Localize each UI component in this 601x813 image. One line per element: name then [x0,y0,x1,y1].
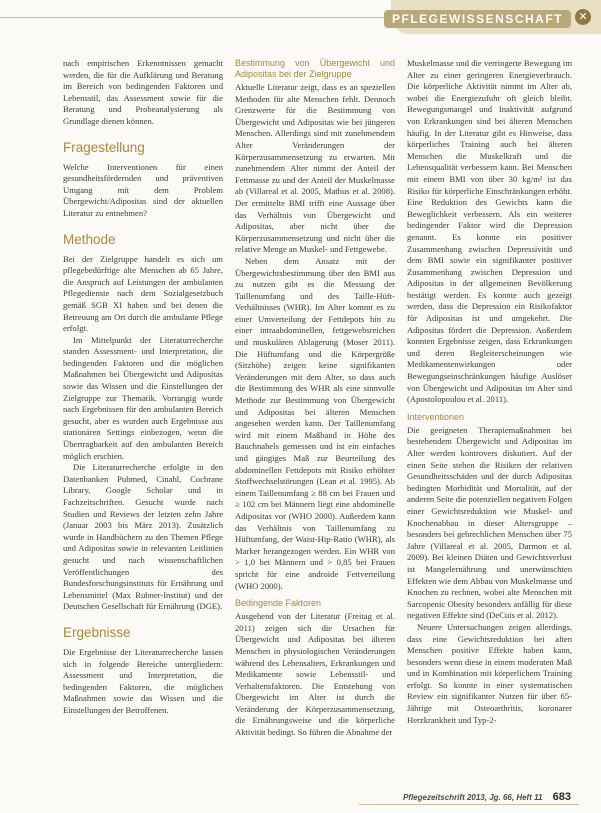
column-1 [63,58,223,717]
paragraph: Die Literaturrecherche erfolgte in den Datenbanken Pubmed, Cinahl, Cochrane Library, Google Scholar und in Fachzeitschriften. Gesucht wurde nach Studien und Reviews der letzten zehn Jahre (Januar 2003 bis März 2013). Zusätzlich wurde in Handbüchern zu den Themen Pflege und Adipositas sowie in relevanten Leitlinien gesucht und nach wissenschaftlichen Veröffentlichungen des Bundesforschungsinstituts für Ernährung und Lebensmittel (Max Rubner-Institut) und der Deutschen Gesellschaft für Ernährung (DGE). [63,462,223,612]
paragraph: Neben dem Ansatz mit der Übergewichtsbestimmung über den BMI aus zu nutzen gibt es die Messung der Taillenumfang und des Taille-Hüft-Verhältnisses (WHR). Im Alter kommt es zu einer Umverteilung der Fettdepots hin zu einer intraabdominellen, fettgewebsreichen und muskulären Ablagerung (Moser 2011). Die Hüftumfang und die Körpergröße (Sitzhöhe) zeigen keine signifikanten Veränderungen mit dem Alter, so dass auch die Bestimmung des WHR als eine sinnvolle Methode zur Bestimmung von Übergewicht und Adipositas bei älteren Menschen angesehen werden kann. Der Taillenumfang wird mit einem Maßband in Höhe des Bauchnabels gemessen und ist ein einfaches und gängiges Maß zur Beurteilung des abdominellen Fettdepots mit Risiko erhöhter Stoffwechselstörungen (Lean et al. 1995). Ab einem Taillenumfang ≥ 88 cm bei Frauen und ≥ 102 cm bei Männern liegt eine abdominelle Adipositas vor (WHO 2000). Außerdem kann das Verhältnis von Taillenumfang zu Hüftumfang, der Waist-Hip-Ratio (WHR), als Marker herangezogen werden. Ein WHR von > 1,0 bei Männern und > 0,85 bei Frauen spricht für eine androide Fettverteilung (WHO 2000). [235,255,395,591]
paragraph: Bei der Zielgruppe handelt es sich um pflegebedürftige alte Menschen ab 65 Jahre, die Anspruch auf Leistungen der ambulanten Pflegedienste nach dem Sozialgesetzbuch gemäß SGB XI haben und bei denen die Betreuung am Ort durch die ambulante Pflege erfolgt. [63,253,223,334]
paragraph: Die Ergebnisse der Literaturrecherche lassen sich in folgende Bereiche untergliedern: Assessment und Interpretation, die bedingenden Faktoren, die möglichen Maßnahmen sowie das Wissen und die Einstellungen der Betroffenen. [63,646,223,715]
paragraph: Ausgehend von der Literatur (Freitag et al. 2011) zeigen sich die Ursachen für Übergewicht und Adipositas bei älteren Menschen in physiologischen Veränderungen während des Lebensalters, Erkrankungen und Medikamente sowie Lebensstil- und Verhaltensfaktoren. Die Entstehung von Übergewicht im Alter ist durch die Veränderung der Körperzusammensetzung, die Ernährungsweise und die körperliche Aktivität bedingt. So führen die Abnahme der [235,611,395,738]
paragraph: nach empirischen Erkenntnissen gemacht werden, die für die Aufklärung und Beratung im Bereich von bedingenden Faktoren und Lebensstil, das Assessment sowie für die Beratung und Probeanalysierung als Grundlage dienen können. [63,58,223,126]
paragraph: Welche Interventionen für einen gesundheitsfördernden und präventiven Umgang mit dem Problem Übergewicht/Adipositas sind der aktuellen Literatur zu entnehmen? [63,161,223,218]
header-rule [0,17,400,18]
section-label: PFLEGEWISSENSCHAFT [384,10,571,28]
column-2 [235,58,395,739]
journal-citation: Pflegezeitschrift 2013, Jg. 66, Heft 11 [402,793,543,802]
paragraph: Aktuelle Literatur zeigt, dass es an speziellen Methoden für alte Menschen fehlt. Dennoch Grenzwerte für die Bestimmung von Übergewicht und Adipositas wie bei jüngeren Menschen. Allerdings sind mit zunehmendem Alter Veränderungen der Körperzusammensetzung zu erwarten. Mit zunehmendem Alter nimmt der Anteil der Fettmasse zu und der Anteil der Muskelmasse ab (Villareal et al. 2005, Mathus et al. 2008). Der ermittelte BMI trifft eine Aussage über das Verhältnis von Übergewicht und Adipositas, aber nicht über die Körperzusammensetzung und nicht über die relative Menge an Muskel- und Fettgewebe. [235,82,395,255]
paragraph: Im Mittelpunkt der Literaturrecherche standen Assessment- und Interpretation, die bedingenden Faktoren und die möglichen Maßnahmen bei Übergewicht und Adipositas sowie das Wissen und die Einstellungen der Zielgruppe zur Thematik. Vorrangig wurde nach Ergebnissen für den ambulanten Bereich gesucht, aber es wurden auch Ergebnisse aus stationären Settings einbezogen, wenn die Übertragbarkeit auf den ambulanten Bereich möglich erschien. [63,334,223,461]
page-footer [403,791,571,803]
heading-methode: Methode [63,231,116,247]
paragraph: Muskelmasse und die verringerte Bewegung im Alter zu einer geringeren Energieverbrauch. Die körperliche Aktivität nimmt im Alter ab, wobei die Energiezufuhr oft gleich bleibt. Bewegungsmangel und Inaktivität aufgrund von Erkrankungen sind bei älteren Menschen häufig. In der Literatur gibt es Hinweise, dass körperliches Training auch bei älteren Menschen die Muskelkraft und die Lebensqualität verbessern kann. Bei Menschen mit einem BMI von über 30 kg/m² ist das Risiko für körperliche Einschränkungen erhöht. Eine Reduktion des Gewichts kann die Beweglichkeit verbessern. Als ein weiterer bedingender Faktor wird die Depression genannt. Es konnte ein positiver Zusammenhang zwischen Depressivität und dem BMI sowie ein signifikanter positiver Zusammenhang zwischen Depression und Adipositas in der allgemeinen Bevölkerung bestätigt werden. Es konnte auch gezeigt werden, dass die Depression ein Risikofaktor für Adipositas ist und umgekehrt. Die Adipositas fördert die Depression. Außerdem konnten Ergebnisse zeigen, dass Erkrankungen und deren Begleiterscheinungen wie Medikamentenwirkungen oder Bewegungseinschränkungen häufige Auslöser von Übergewicht und Adipositas im Alter sind (Apostolopoulou et al. 2011). [407,58,572,405]
paragraph: Neuere Untersuchungen zeigen allerdings, dass eine Gewichtsreduktion bei alten Menschen positive Effekte haben kann, besonders wenn diese in einem moderaten Maß und in Kombination mit körperlichem Training erfolgt. So konnte in einer systematischen Review ein signifikanter Nutzen für über 65-Jährige mit Osteoarthritis, koronarer Herzkrankheit und Typ-2- [407,621,572,725]
heading-interventionen: Interventionen [407,411,465,422]
heading-fragestellung: Fragestellung [63,139,145,155]
paragraph: Die geeigneten Therapiemaßnahmen bei bestehendem Übergewicht und Adipositas im Alter werden kontrovers diskutiert. Auf der einen Seite stehen die Risiken der relativen Gesundheitsschäden und der durch Adipositas bedingten Morbidität und Mortalität, auf der anderen Seite die potenziellen negativen Folgen einer Gewichtsreduktion wie Muskel- und Knochenabbau in dieser Altersgruppe – besonders bei gebrechlichen Menschen über 75 Jahre (Villareal et al. 2005, Darmon et al. 2009). Bei kleinen Diäten und Gewichtsverlust ist Mangelernährung und unerwünschten Effekten wie dem Abbau von Muskelmasse und Knochen zu rechnen, wobei alte Menschen mit Sarcopenic Obesity besonders anfällig für diese negativen Effekte sind (DeCuis et al. 2012). [407,424,572,621]
page-number: 683 [552,791,571,803]
close-icon: ✕ [575,9,591,25]
footer-rule [359,804,579,805]
heading-ergebnisse: Ergebnisse [63,624,131,640]
column-3 [407,58,572,726]
heading-bestimmung: Bestimmung von Übergewicht und Adipositas bei der Zielgruppe [235,58,395,79]
heading-bedingende-faktoren: Bedingende Faktoren [235,598,322,609]
